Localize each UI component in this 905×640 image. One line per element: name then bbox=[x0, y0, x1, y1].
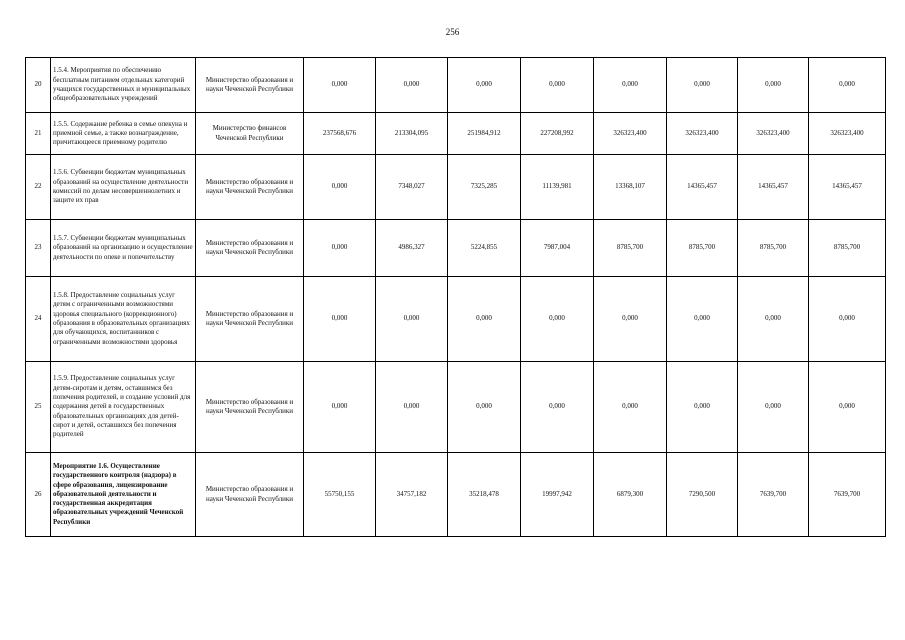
funding-value: 0,000 bbox=[667, 277, 738, 362]
funding-value: 0,000 bbox=[738, 277, 809, 362]
funding-value: 227208,992 bbox=[521, 113, 594, 155]
table-row bbox=[26, 453, 886, 537]
funding-value: 0,000 bbox=[448, 58, 521, 113]
funding-value: 0,000 bbox=[304, 277, 376, 362]
executor: Министерство образования и науки Чеченской Республики bbox=[196, 362, 304, 453]
funding-value: 0,000 bbox=[809, 58, 886, 113]
funding-value: 14365,457 bbox=[738, 155, 809, 220]
funding-value: 14365,457 bbox=[667, 155, 738, 220]
funding-value: 0,000 bbox=[304, 362, 376, 453]
row-number: 23 bbox=[26, 220, 51, 277]
funding-value: 0,000 bbox=[738, 362, 809, 453]
row-number: 22 bbox=[26, 155, 51, 220]
table-row bbox=[26, 362, 886, 453]
funding-value: 251984,912 bbox=[448, 113, 521, 155]
activity-description: Мероприятие 1.6. Осуществление государственного контроля (надзора) в сфере образования, лицензирование образовательной деятельности и государственная аккредитация образовательных учреждений Чеченской Республики bbox=[51, 453, 196, 537]
funding-value: 8785,700 bbox=[809, 220, 886, 277]
table-row bbox=[26, 277, 886, 362]
funding-value: 0,000 bbox=[667, 58, 738, 113]
funding-value: 0,000 bbox=[594, 277, 667, 362]
funding-value: 0,000 bbox=[376, 362, 448, 453]
executor: Министерство образования и науки Чеченской Республики bbox=[196, 58, 304, 113]
funding-value: 0,000 bbox=[738, 58, 809, 113]
page-number: 256 bbox=[445, 27, 460, 37]
executor: Министерство финансов Чеченской Республики bbox=[196, 113, 304, 155]
funding-value: 0,000 bbox=[376, 58, 448, 113]
funding-value: 0,000 bbox=[304, 220, 376, 277]
funding-value: 0,000 bbox=[594, 362, 667, 453]
row-number: 24 bbox=[26, 277, 51, 362]
row-number: 20 bbox=[26, 58, 51, 113]
executor: Министерство образования и науки Чеченской Республики bbox=[196, 277, 304, 362]
activity-description: 1.5.6. Субвенции бюджетам муниципальных образований на осуществление деятельности комиссий по делам несовершеннолетних и защите их прав bbox=[51, 155, 196, 220]
funding-value: 0,000 bbox=[448, 362, 521, 453]
funding-value: 0,000 bbox=[521, 277, 594, 362]
funding-value: 8785,700 bbox=[667, 220, 738, 277]
activity-description: 1.5.7. Субвенции бюджетам муниципальных образований на организацию и осуществление деятельности по опеке и попечительству bbox=[51, 220, 196, 277]
funding-value: 8785,700 bbox=[594, 220, 667, 277]
funding-value: 13368,107 bbox=[594, 155, 667, 220]
executor: Министерство образования и науки Чеченской Республики bbox=[196, 155, 304, 220]
funding-value: 213304,095 bbox=[376, 113, 448, 155]
row-number: 26 bbox=[26, 453, 51, 537]
funding-value: 14365,457 bbox=[809, 155, 886, 220]
row-number: 21 bbox=[26, 113, 51, 155]
activity-description: 1.5.5. Содержание ребенка в семье опекуна и приемной семье, а также вознаграждение, причитающееся приемному родителю bbox=[51, 113, 196, 155]
table-row bbox=[26, 58, 886, 113]
funding-value: 35218,478 bbox=[448, 453, 521, 537]
funding-value: 0,000 bbox=[376, 277, 448, 362]
funding-value: 0,000 bbox=[448, 277, 521, 362]
funding-value: 326323,400 bbox=[809, 113, 886, 155]
budget-table bbox=[25, 57, 886, 537]
funding-value: 0,000 bbox=[594, 58, 667, 113]
table-row bbox=[26, 220, 886, 277]
funding-value: 0,000 bbox=[521, 362, 594, 453]
funding-value: 7290,500 bbox=[667, 453, 738, 537]
table-row bbox=[26, 155, 886, 220]
funding-value: 4986,327 bbox=[376, 220, 448, 277]
funding-value: 0,000 bbox=[304, 155, 376, 220]
executor: Министерство образования и науки Чеченской Республики bbox=[196, 220, 304, 277]
funding-value: 6879,300 bbox=[594, 453, 667, 537]
funding-value: 7639,700 bbox=[738, 453, 809, 537]
funding-value: 7639,700 bbox=[809, 453, 886, 537]
funding-value: 7987,004 bbox=[521, 220, 594, 277]
activity-description: 1.5.8. Предоставление социальных услуг детям с ограниченными возможностями здоровья специального (коррекционного) образования в образовательных организациях для обучающихся, воспитанников с ограниченными возможностями здоровья bbox=[51, 277, 196, 362]
funding-value: 237568,676 bbox=[304, 113, 376, 155]
funding-value: 0,000 bbox=[521, 58, 594, 113]
funding-value: 55750,155 bbox=[304, 453, 376, 537]
activity-description: 1.5.4. Мероприятия по обеспечению бесплатным питанием отдельных категорий учащихся государственных и муниципальных общеобразовательных учреждений bbox=[51, 58, 196, 113]
funding-value: 326323,400 bbox=[594, 113, 667, 155]
row-number: 25 bbox=[26, 362, 51, 453]
funding-value: 326323,400 bbox=[667, 113, 738, 155]
funding-value: 326323,400 bbox=[738, 113, 809, 155]
funding-value: 8785,700 bbox=[738, 220, 809, 277]
funding-value: 19997,942 bbox=[521, 453, 594, 537]
funding-value: 34757,182 bbox=[376, 453, 448, 537]
funding-value: 11139,981 bbox=[521, 155, 594, 220]
funding-value: 0,000 bbox=[809, 277, 886, 362]
funding-value: 0,000 bbox=[304, 58, 376, 113]
funding-value: 7325,285 bbox=[448, 155, 521, 220]
executor: Министерство образования и науки Чеченской Республики bbox=[196, 453, 304, 537]
table-body bbox=[26, 58, 886, 537]
funding-value: 7348,027 bbox=[376, 155, 448, 220]
funding-value: 0,000 bbox=[809, 362, 886, 453]
funding-value: 5224,855 bbox=[448, 220, 521, 277]
table-row bbox=[26, 113, 886, 155]
funding-value: 0,000 bbox=[667, 362, 738, 453]
activity-description: 1.5.9. Предоставление социальных услуг детям-сиротам и детям, оставшимся без попечения родителей, и создание условий для содержания детей в государственных образовательных организациях для детей-сирот и детей, оставшихся без попечения родителей bbox=[51, 362, 196, 453]
